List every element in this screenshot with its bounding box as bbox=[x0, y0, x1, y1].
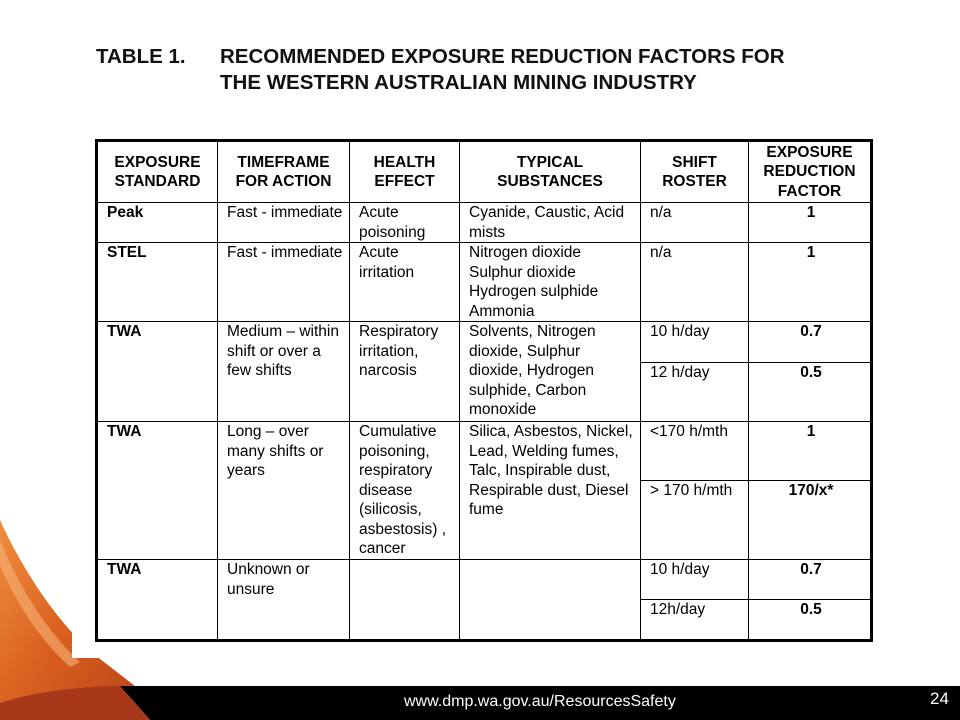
cell-roster: n/a bbox=[641, 203, 749, 243]
cell-standard: STEL bbox=[97, 243, 218, 322]
cell-standard: TWA bbox=[97, 322, 218, 422]
cell-substances: Solvents, Nitrogen dioxide, Sulphur dioxide, Hydrogen sulphide, Carbon monoxide bbox=[460, 322, 641, 422]
cell-substances: Cyanide, Caustic, Acid mists bbox=[460, 203, 641, 243]
cell-roster: n/a bbox=[641, 243, 749, 322]
cell-health bbox=[350, 560, 460, 641]
header-shift-roster: SHIFT ROSTER bbox=[641, 141, 749, 203]
cell-timeframe: Unknown or unsure bbox=[218, 560, 350, 641]
header-typical-substances: TYPICAL SUBSTANCES bbox=[460, 141, 641, 203]
cell-health: Cumulative poisoning, respiratory disease (silicosis, asbestosis) , cancer bbox=[350, 422, 460, 560]
cell-factor: 1 bbox=[749, 243, 872, 322]
cell-factor: 170/x* bbox=[749, 481, 872, 560]
exposure-reduction-table bbox=[95, 139, 873, 642]
cell-timeframe: Fast - immediate bbox=[218, 203, 350, 243]
cell-timeframe: Long – over many shifts or years bbox=[218, 422, 350, 560]
header-exposure-standard: EXPOSURE STANDARD bbox=[97, 141, 218, 203]
cell-timeframe: Fast - immediate bbox=[218, 243, 350, 322]
cell-factor: 1 bbox=[749, 203, 872, 243]
cell-factor: 1 bbox=[749, 422, 872, 481]
title-line-1: RECOMMENDED EXPOSURE REDUCTION FACTORS FOR bbox=[220, 45, 785, 68]
cell-substances bbox=[460, 560, 641, 641]
cell-health: Acute poisoning bbox=[350, 203, 460, 243]
cell-roster: > 170 h/mth bbox=[641, 481, 749, 560]
cell-roster: 10 h/day bbox=[641, 322, 749, 363]
header-reduction-factor: EXPOSURE REDUCTION FACTOR bbox=[749, 141, 872, 203]
header-timeframe: TIMEFRAME FOR ACTION bbox=[218, 141, 350, 203]
cell-roster: 12 h/day bbox=[641, 363, 749, 422]
footer-url: www.dmp.wa.gov.au/ResourcesSafety bbox=[404, 693, 676, 710]
table-row bbox=[97, 203, 872, 243]
table-row bbox=[97, 243, 872, 322]
table-label: TABLE 1. bbox=[96, 45, 186, 68]
cell-roster: <170 h/mth bbox=[641, 422, 749, 481]
header-health-effect: HEALTH EFFECT bbox=[350, 141, 460, 203]
table-row bbox=[97, 560, 872, 600]
cell-substances: Silica, Asbestos, Nickel, Lead, Welding fumes, Talc, Inspirable dust, Respirable dust, Diesel fume bbox=[460, 422, 641, 560]
page-number: 24 bbox=[930, 689, 949, 708]
header-row bbox=[97, 141, 872, 203]
table-row bbox=[97, 322, 872, 363]
cell-substances: Nitrogen dioxide Sulphur dioxide Hydrogen sulphide Ammonia bbox=[460, 243, 641, 322]
cell-standard: TWA bbox=[97, 422, 218, 560]
cell-health: Respiratory irritation, narcosis bbox=[350, 322, 460, 422]
cell-roster: 10 h/day bbox=[641, 560, 749, 600]
slide-title bbox=[96, 44, 785, 96]
cell-factor: 0.7 bbox=[749, 560, 872, 600]
title-line-2: THE WESTERN AUSTRALIAN MINING INDUSTRY bbox=[220, 71, 697, 94]
cell-factor: 0.5 bbox=[749, 600, 872, 641]
table-row bbox=[97, 422, 872, 481]
cell-factor: 0.5 bbox=[749, 363, 872, 422]
cell-factor: 0.7 bbox=[749, 322, 872, 363]
cell-standard: TWA bbox=[97, 560, 218, 641]
cell-standard: Peak bbox=[97, 203, 218, 243]
cell-health: Acute irritation bbox=[350, 243, 460, 322]
cell-timeframe: Medium – within shift or over a few shifts bbox=[218, 322, 350, 422]
cell-roster: 12h/day bbox=[641, 600, 749, 641]
